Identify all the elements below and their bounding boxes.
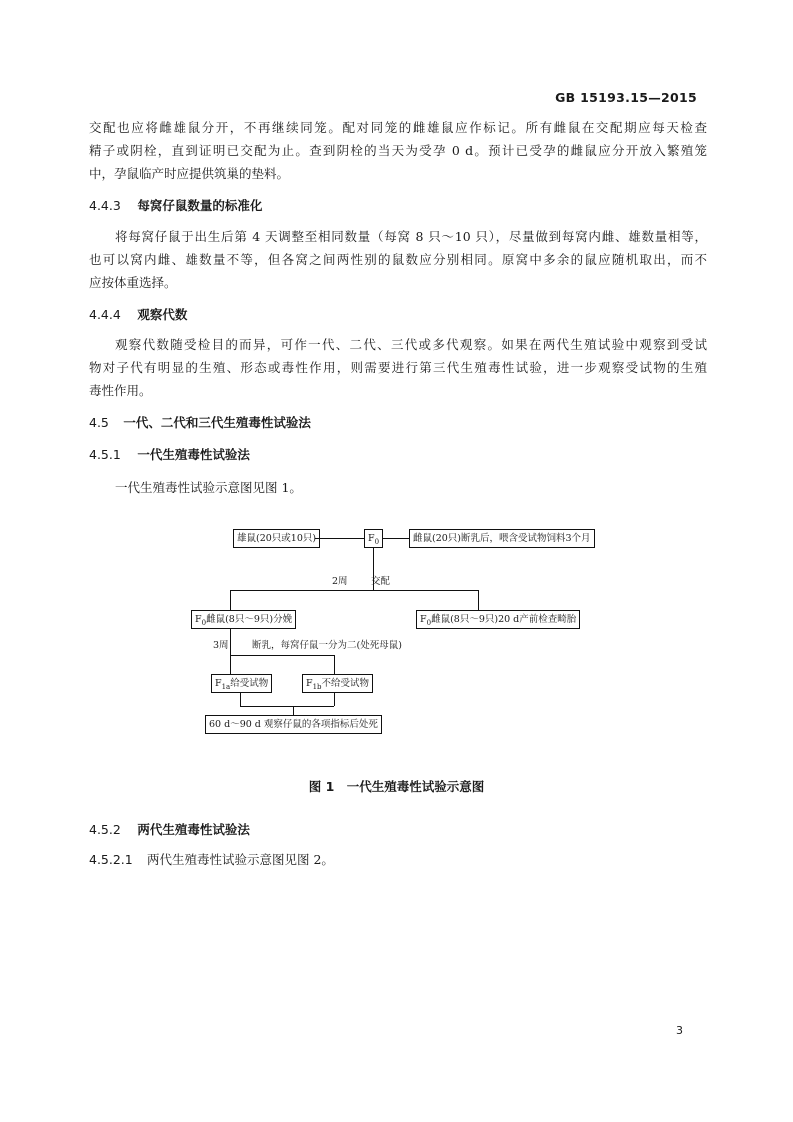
- section-number: 4.4.4: [89, 307, 121, 322]
- final-observation-box: 60 d～90 d 观察仔鼠的各项指标后处死: [205, 715, 382, 734]
- text-line: 物对子代有明显的生殖、形态或毒性作用，则需要进行第三代生殖毒性试验，进一步观察受试物的生殖: [89, 360, 707, 375]
- connector: [240, 693, 241, 706]
- intro-paragraph: [89, 116, 707, 185]
- connector: [478, 590, 479, 610]
- female-rats-box: 雌鼠(20只)断乳后，喂含受试物饲料3个月: [409, 529, 595, 548]
- f1b-box: $F_{1b}$不给受试物: [302, 674, 373, 693]
- section-text: 两代生殖毒性试验示意图见图 2。: [146, 852, 334, 867]
- text-line: 观察代数随受检目的而异，可作一代、二代、三代或多代观察。如果在两代生殖试验中观察到受试: [115, 337, 707, 352]
- section-heading-4-5-1: [89, 445, 250, 463]
- section-heading-4-5-2: [89, 820, 250, 838]
- section-title: 一代生殖毒性试验法: [137, 447, 250, 462]
- text-line: 中，孕鼠临产时应提供筑巢的垫料。: [89, 166, 290, 181]
- connector: [373, 548, 374, 590]
- connector: [240, 706, 334, 707]
- text-line: 应按体重选择。: [89, 275, 177, 290]
- page-number: 3: [676, 1024, 683, 1037]
- text-line: 毒性作用。: [89, 383, 152, 398]
- section-number: 4.5.2: [89, 822, 121, 837]
- connector: [230, 590, 479, 591]
- label-weaning: 断乳，每窝仔鼠一分为二(处死母鼠): [252, 640, 402, 651]
- label-2-weeks: 2周: [332, 576, 348, 587]
- figure-reference: 一代生殖毒性试验示意图见图 1。: [115, 480, 302, 495]
- figure-1-caption: 图 1 一代生殖毒性试验示意图: [308, 779, 485, 794]
- f0-box: $F_0$: [364, 529, 383, 548]
- section-heading-4-5: [89, 413, 311, 431]
- section-number: 4.5.2.1: [89, 852, 133, 867]
- text-line: 精子或阴栓，直到证明已交配为止。查到阴栓的当天为受孕 0 d。预计已受孕的雌鼠应分开放入繁殖笼: [89, 143, 707, 158]
- text-line: 交配也应将雌雄鼠分开，不再继续同笼。配对同笼的雌雄鼠应作标记。所有雌鼠在交配期应每天检查: [89, 120, 707, 135]
- section-title: 一代、二代和三代生殖毒性试验法: [123, 415, 311, 430]
- section-number: 4.4.3: [89, 198, 121, 213]
- f1a-box: $F_{1a}$给受试物: [211, 674, 272, 693]
- connector: [293, 706, 294, 716]
- section-4-5-2-1: [89, 850, 334, 868]
- connector: [230, 629, 231, 655]
- text-line: 将每窝仔鼠于出生后第 4 天调整至相同数量（每窝 8 只～10 只），尽量做到每窝内雌、雄数量相等，: [115, 229, 707, 244]
- connector: [334, 693, 335, 706]
- label-3-weeks: 3周: [213, 640, 229, 651]
- f0-delivery-box: $F_0$雌鼠(8只～9只)分娩: [191, 610, 296, 629]
- section-title: 两代生殖毒性试验法: [137, 822, 250, 837]
- label-mating: 交配: [371, 576, 391, 587]
- section-number: 4.5: [89, 415, 109, 430]
- paragraph-4-4-4: [89, 333, 707, 402]
- section-title: 观察代数: [137, 307, 188, 322]
- connector: [315, 538, 364, 539]
- connector: [383, 538, 409, 539]
- section-number: 4.5.1: [89, 447, 121, 462]
- section-heading-4-4-3: [89, 196, 262, 214]
- male-rats-box: 雄鼠(20只或10只): [233, 529, 320, 548]
- section-heading-4-4-4: [89, 305, 187, 323]
- f0-c-section-box: $F_0$雌鼠(8只～9只)20 d产前检查畸胎: [416, 610, 580, 629]
- connector: [334, 655, 335, 675]
- section-title: 每窝仔鼠数量的标准化: [137, 198, 263, 213]
- connector: [230, 590, 231, 610]
- text-line: 也可以窝内雌、雄数量不等，但各窝之间两性别的鼠数应分别相同。原窝中多余的鼠应随机取出，而不: [89, 252, 707, 267]
- connector: [230, 655, 334, 656]
- connector: [230, 655, 231, 675]
- standard-code: GB 15193.15—2015: [555, 90, 697, 105]
- paragraph-4-4-3: [89, 225, 707, 294]
